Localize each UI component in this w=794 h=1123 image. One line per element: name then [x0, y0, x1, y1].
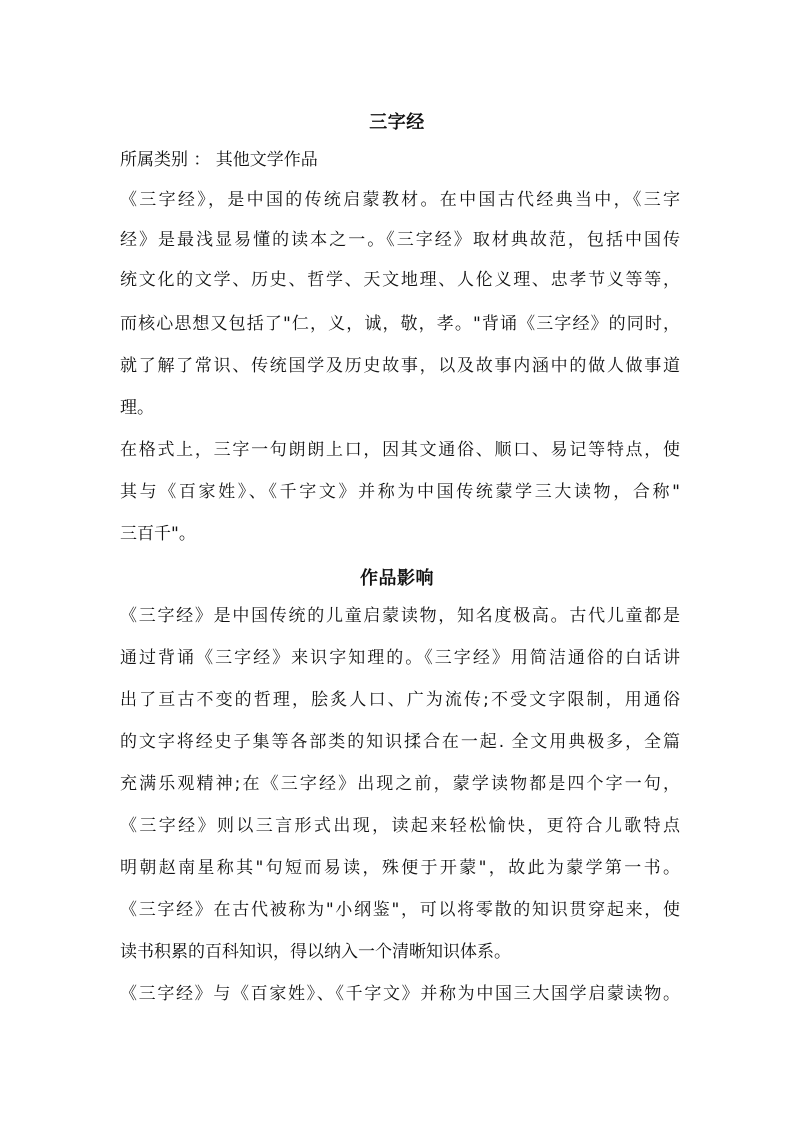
- influence-line: 的文字将经史子集等各部类的知识揉合在一起. 全文用典极多，全篇: [120, 732, 680, 752]
- intro-line: 经》是最浅显易懂的读本之一。《三字经》取材典故范，包括中国传: [120, 230, 680, 250]
- influence-line: 《三字经》是中国传统的儿童启蒙读物，知名度极高。古代儿童都是: [120, 606, 680, 626]
- influence-line: 充满乐观精神;在《三字经》出现之前，蒙学读物都是四个字一句，: [120, 774, 680, 794]
- category-line: 所属类别 ： 其他文学作品: [120, 150, 318, 170]
- influence-line: 《三字经》则以三言形式出现，读起来轻松愉快，更符合儿歌特点: [120, 816, 680, 836]
- section-title: 作品影响: [360, 568, 434, 589]
- format-line: 其与《百家姓》、《千字文》并称为中国传统蒙学三大读物，合称": [120, 482, 680, 502]
- format-line: 在格式上，三字一句朗朗上口，因其文通俗、顺口、易记等特点，使: [120, 440, 680, 460]
- intro-line: 统文化的文学、历史、哲学、天文地理、人伦义理、忠孝节义等等，: [120, 270, 680, 290]
- intro-line: 《三字经》，是中国的传统启蒙教材。在中国古代经典当中，《三字: [120, 190, 680, 210]
- influence-line: 《三字经》与《百家姓》、《千字文》并称为中国三大国学启蒙读物。: [120, 984, 680, 1004]
- influence-line: 通过背诵《三字经》来识字知理的。《三字经》用简洁通俗的白话讲: [120, 648, 680, 668]
- influence-line: 《三字经》在古代被称为"小纲鉴"，可以将零散的知识贯穿起来，使: [120, 900, 680, 920]
- influence-line: 出了亘古不变的哲理，脍炙人口、广为流传;不受文字限制，用通俗: [120, 690, 680, 710]
- influence-line: 明朝赵南星称其"句短而易读，殊便于开蒙"，故此为蒙学第一书。: [120, 858, 680, 878]
- intro-line: 就了解了常识、传统国学及历史故事，以及故事内涵中的做人做事道: [120, 356, 680, 376]
- document-title: 三字经: [369, 112, 425, 133]
- intro-line: 而核心思想又包括了"仁，义，诚，敬，孝。"背诵《三字经》的同时，: [120, 314, 680, 334]
- intro-line: 理。: [120, 398, 154, 418]
- format-line: 三百千"。: [120, 524, 196, 544]
- influence-line: 读书积累的百科知识，得以纳入一个清晰知识体系。: [120, 942, 511, 962]
